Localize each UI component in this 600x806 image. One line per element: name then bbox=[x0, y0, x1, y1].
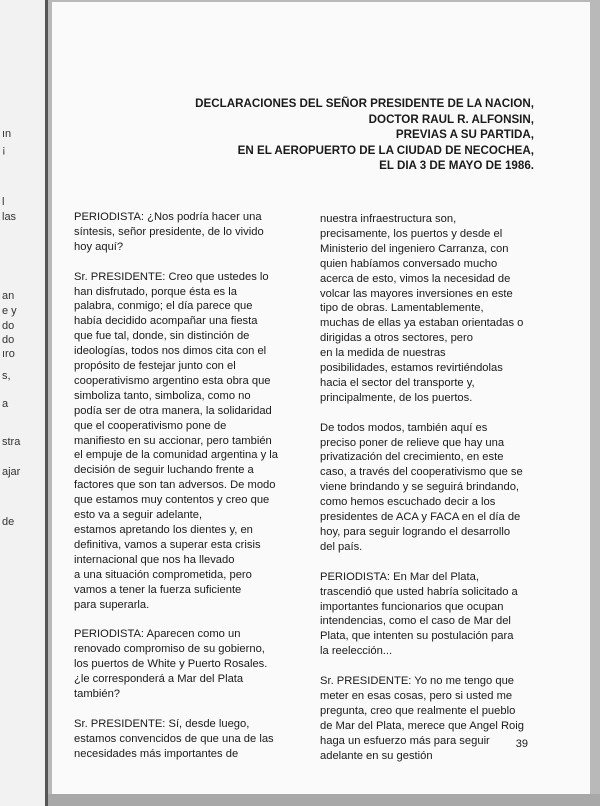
paragraph: PERIODISTA: Aparecen como un renovado compromiso de su gobierno, los puertos de White y Puerto Rosales. ¿le corresponderá a Mar del Plata también? bbox=[74, 628, 268, 700]
header-line: DOCTOR RAUL R. ALFONSIN, bbox=[368, 112, 534, 126]
page-header bbox=[74, 96, 534, 174]
paragraph: De todos modos, también aquí es preciso poner de relieve que hay una privatización del crecimiento, en este caso, a través del cooperativismo que se viene brindando y se seguirá brindando, como hemos escuchado decir a los presidentes de ACA y FACA en el día de hoy, para seguir logrando el desarrollo del país. bbox=[320, 421, 523, 553]
page-number: 39 bbox=[515, 738, 528, 750]
paragraph: Sr. PRESIDENTE: Creo que ustedes lo han disfrutado, porque ésta es la palabra, conmigo; el día parece que había decidido acompañar una fiesta que fue tal, donde, sin distinción de ideologías, todos nos dimos cita con el propósito de festejar junto con el cooperativismo argentino esta obra que simboliza tanto, simboliza, como no podía ser de otra manera, la solidaridad que el cooperativismo pone de manifiesto en su accionar, pero también el empuje de la comunidad argentina y la decisión de seguir luchando frente a factores que son tan adversos. De modo que estamos muy contentos y creo que esto va a seguir adelante, estamos apretando los dientes y, en definitiva, vamos a superar esta crisis internacional que nos ha llevado a una situación comprometida, pero vamos a tener la fuerza suficiente para superarla. bbox=[74, 270, 278, 611]
left-column bbox=[74, 210, 289, 776]
document-page bbox=[52, 2, 590, 794]
margin-fragment: s, bbox=[2, 370, 11, 382]
previous-page-margin bbox=[0, 0, 48, 806]
right-column bbox=[320, 212, 542, 778]
margin-fragment: ın bbox=[2, 128, 12, 140]
paragraph: PERIODISTA: ¿Nos podría hacer una síntesis, señor presidente, de lo vivido hoy aquí? bbox=[74, 211, 264, 253]
margin-fragment: stra bbox=[2, 436, 21, 448]
margin-fragment: do bbox=[2, 320, 15, 332]
header-line: EL DIA 3 DE MAYO DE 1986. bbox=[379, 159, 534, 173]
paragraph: PERIODISTA: En Mar del Plata, trascendió que usted habría solicitado a importantes funcionarios que ocupan intendencias, como el caso de Mar del Plata, que intenten su postulación para la reelección... bbox=[320, 570, 518, 658]
margin-fragment: ajar bbox=[2, 466, 21, 478]
header-line: DECLARACIONES DEL SEÑOR PRESIDENTE DE LA NACION, bbox=[195, 97, 534, 110]
scan-bottom-edge bbox=[48, 794, 600, 806]
margin-fragment: a bbox=[2, 398, 9, 410]
paragraph: Sr. PRESIDENTE: Sí, desde luego, estamos convencidos de que una de las necesidades más importantes de bbox=[74, 717, 274, 760]
margin-fragment: e y bbox=[2, 305, 17, 317]
margin-fragment: las bbox=[2, 211, 17, 223]
margin-fragment: l bbox=[2, 196, 5, 208]
paragraph: Sr. PRESIDENTE: Yo no me tengo que meter en esas cosas, pero si usted me pregunta, creo que realmente el pueblo de Mar del Plata, merece que Angel Roig haga un esfuerzo más para seguir adelante en su gestión bbox=[320, 675, 524, 762]
margin-fragment: an bbox=[2, 290, 15, 302]
paragraph: nuestra infraestructura son, precisamente, los puertos y desde el Ministerio del ingeniero Carranza, con quien habíamos conversado mucho acerca de esto, vimos la necesidad de volcar las mayores inversiones en este tipo de obras. Lamentablemente, muchas de ellas ya estaban orientadas o dirigidas a otros sectores, pero en la medida de nuestras posibilidades, estamos revirtiéndolas hacia el sector del transporte y, principalmente, de los puertos. bbox=[320, 213, 524, 404]
margin-fragment: do bbox=[2, 334, 15, 346]
header-line: EN EL AEROPUERTO DE LA CIUDAD DE NECOCHEA, bbox=[237, 143, 534, 157]
margin-fragment: ¡ bbox=[2, 144, 6, 156]
margin-fragment: ıro bbox=[2, 348, 15, 360]
header-line: PREVIAS A SU PARTIDA, bbox=[395, 128, 534, 142]
margin-fragment: de bbox=[2, 516, 15, 528]
